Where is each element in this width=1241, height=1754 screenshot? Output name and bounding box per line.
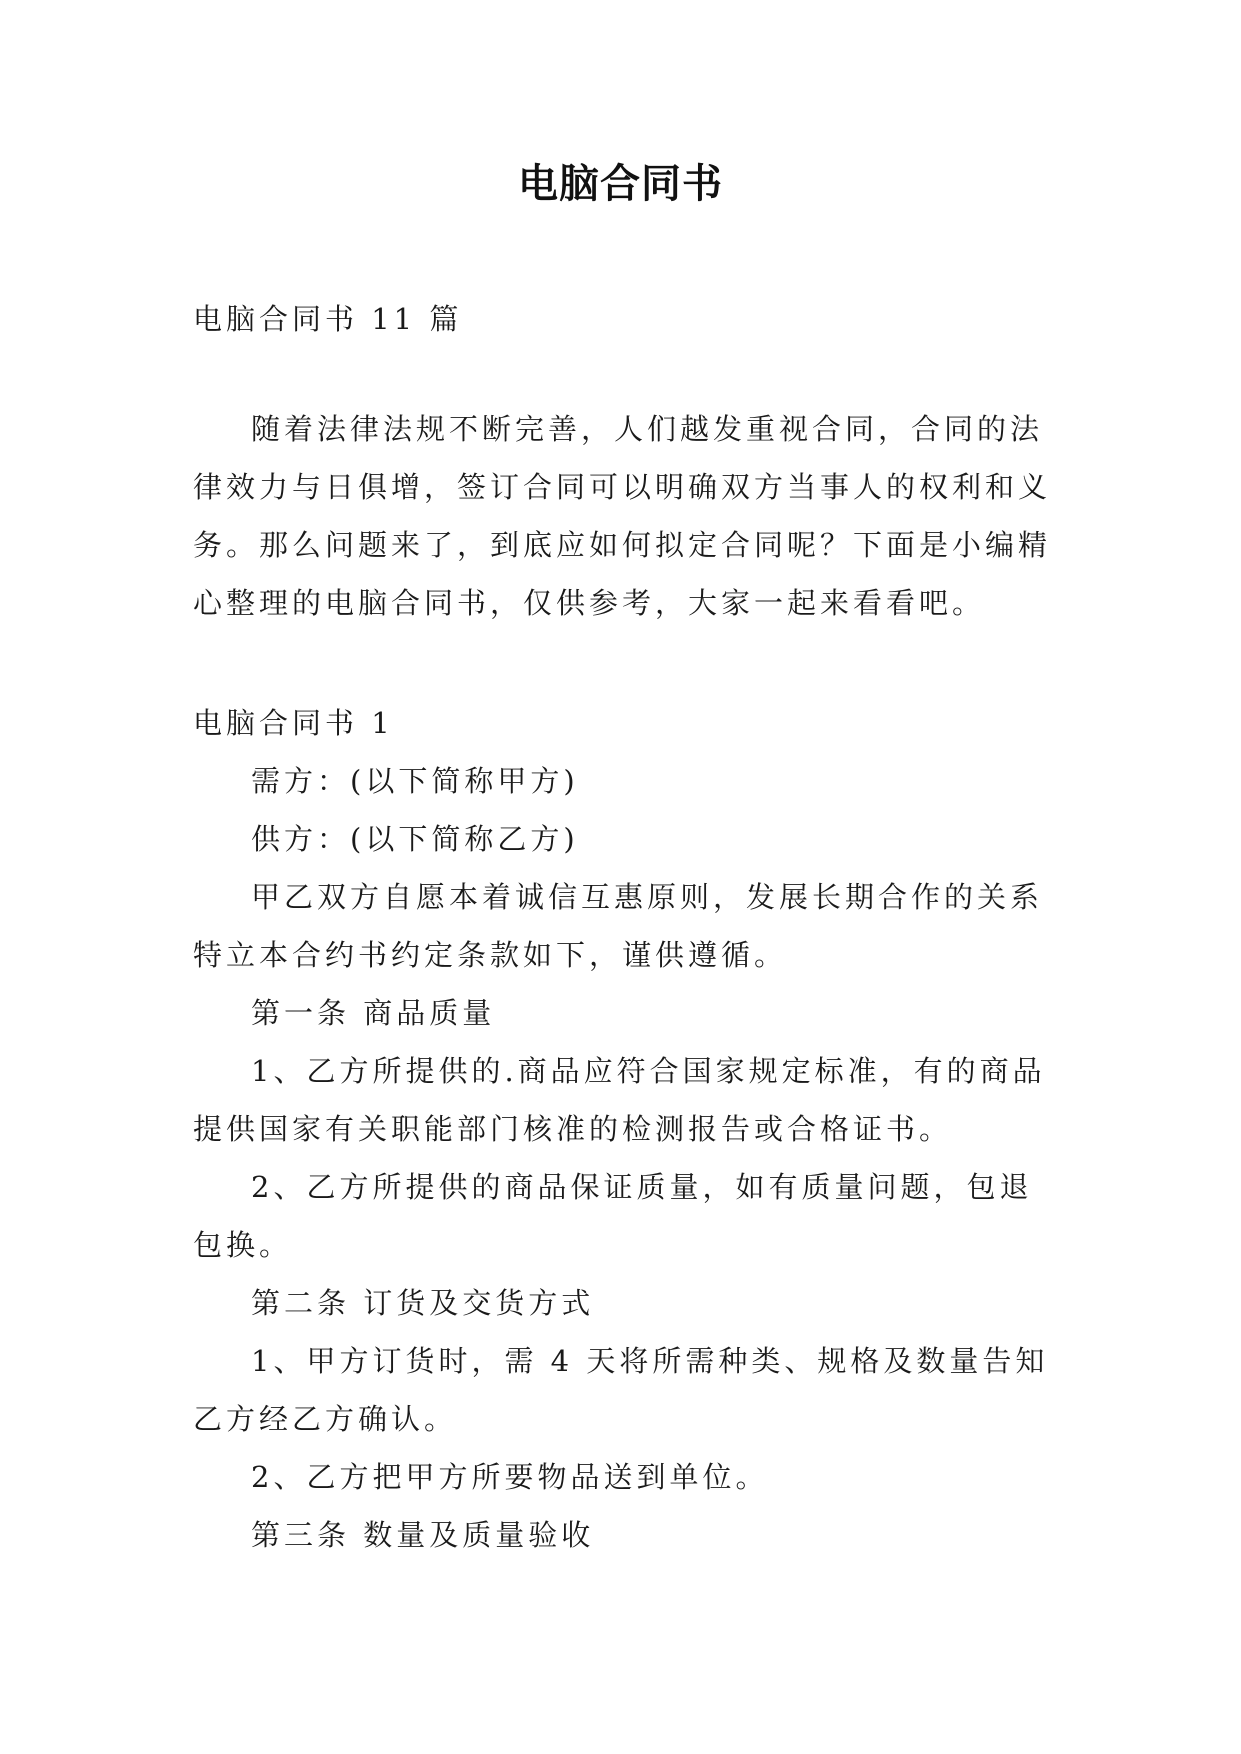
paragraph: 1、甲方订货时，需 4 天将所需种类、规格及数量告知乙方经乙方确认。: [193, 1344, 1049, 1436]
paragraph: 1、乙方所提供的.商品应符合国家规定标准，有的商品提供国家有关职能部门核准的检测报告或合格证书。: [193, 1054, 1046, 1146]
page-title: 电脑合同书: [518, 161, 723, 207]
article-heading: 第三条 数量及质量验收: [251, 1518, 595, 1552]
paragraph: 2、乙方把甲方所要物品送到单位。: [251, 1460, 769, 1494]
intro-paragraph: 随着法律法规不断完善，人们越发重视合同，合同的法律效力与日俱增，签订合同可以明确双方当事人的权利和义务。那么问题来了，到底应如何拟定合同呢？下面是小编精心整理的电脑合同书，仅供参考，大家一起来看看吧。: [193, 412, 1052, 620]
intro-paragraph-block: [193, 400, 1053, 632]
document-subtitle: [193, 290, 1053, 348]
paragraph: 供方：(以下简称乙方): [251, 822, 579, 856]
contract-section: [193, 694, 1053, 1564]
section-heading: 电脑合同书 1: [193, 706, 394, 740]
subtitle-line: 电脑合同书 11 篇: [193, 302, 463, 336]
paragraph: 需方：(以下简称甲方): [251, 764, 579, 798]
paragraph: 2、乙方所提供的商品保证质量，如有质量问题，包退包换。: [193, 1170, 1033, 1262]
article-heading: 第二条 订货及交货方式: [251, 1286, 595, 1320]
article-heading: 第一条 商品质量: [251, 996, 496, 1030]
paragraph: 甲乙双方自愿本着诚信互惠原则，发展长期合作的关系特立本合约书约定条款如下，谨供遵循。: [193, 880, 1044, 972]
